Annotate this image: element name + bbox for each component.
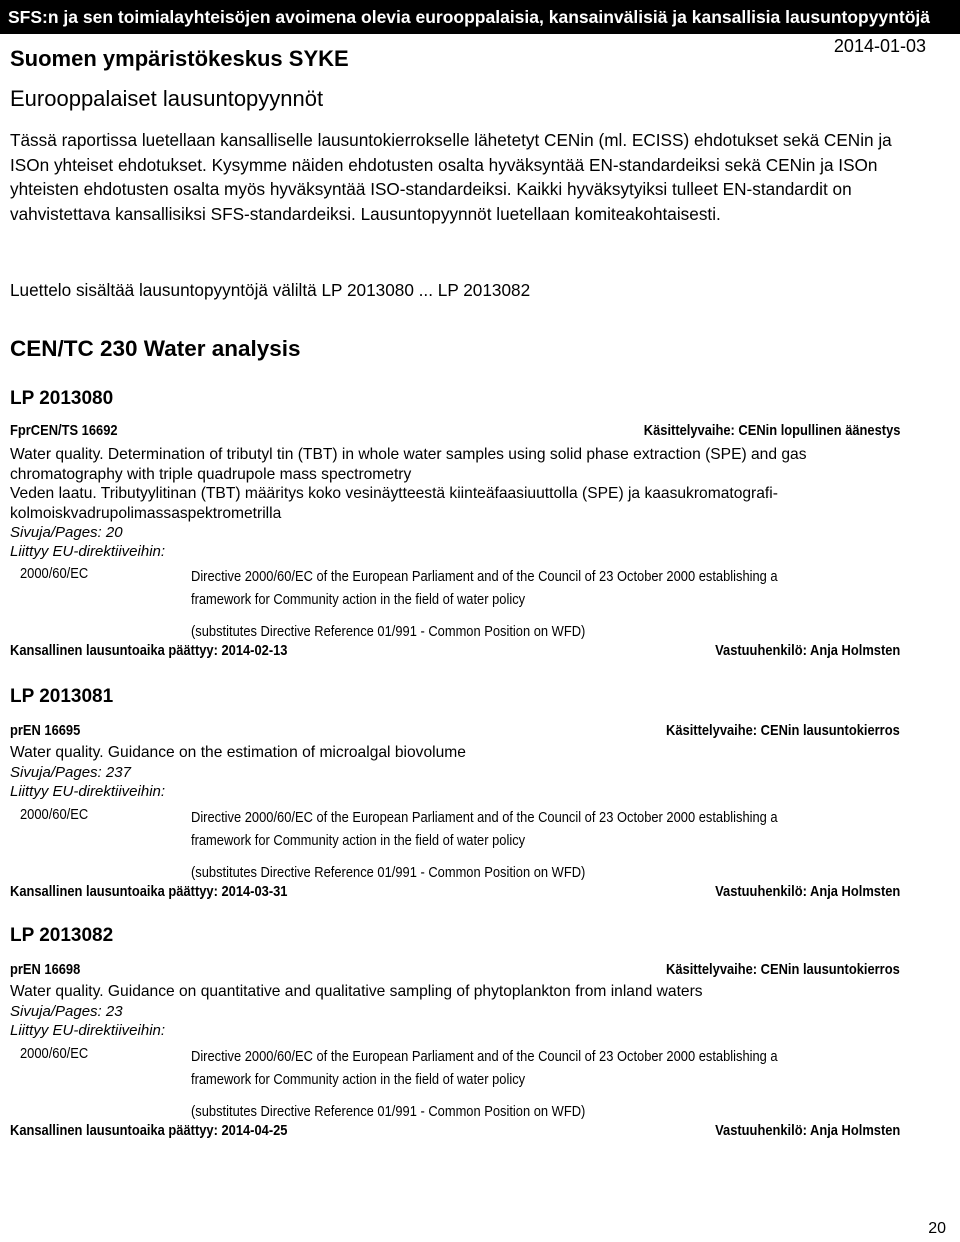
- standard-row: [10, 961, 900, 981]
- deadline-row: [10, 883, 900, 903]
- comment-deadline: Kansallinen lausuntoaika päättyy: 2014-02-13: [10, 642, 288, 660]
- eu-directive-label: Liittyy EU-direktiiveihin:: [10, 1021, 166, 1039]
- committee-heading: CEN/TC 230 Water analysis: [10, 336, 301, 361]
- directive-description-line1: Directive 2000/60/EC of the European Parliament and of the Council of 23 October 2000 establishing a: [191, 1047, 778, 1065]
- directive-description: [191, 1045, 778, 1091]
- intro-paragraph: Tässä raportissa luetellaan kansalliselle lausuntokierrokselle lähetetyt CENin (ml. ECISS) ehdotukset sekä CENin ja ISOn yhteiset ehdotukset. Kysymme näiden ehdotusten osalta hyväksyntää EN-standardeiksi sekä CENin ja ISOn yhteisten ehdotusten osalta myös hyväksyntää ISO-standardeiksi. Kaikki hyväksytyiksi tulleet EN-standardit on vahvistettava kansallisiksi SFS-standardeiksi. Lausuntopyynnöt luetellaan komiteakohtaisesti.: [10, 130, 892, 224]
- report-date: 2014-01-03: [833, 36, 926, 56]
- directive-code: 2000/60/EC: [20, 1044, 89, 1062]
- deadline-row: [10, 642, 900, 662]
- directive-description: [191, 806, 778, 852]
- title-finnish: Veden laatu. Tributyylitinan (TBT) määritys koko vesinäytteestä kiinteäfaasiuuttolla (SPE) ja kaasukromatografi-kolmoiskvadrupolimassaspektrometrilla: [10, 485, 778, 522]
- lausuntopyynto-block: [10, 686, 900, 903]
- page-number: 20: [928, 1220, 946, 1237]
- standard-code: prEN 16698: [10, 961, 81, 978]
- processing-stage: Käsittelyvaihe: CENin lausuntokierros: [666, 961, 900, 978]
- standard-code: prEN 16695: [10, 722, 81, 739]
- report-banner: SFS:n ja sen toimialayhteisöjen avoimena olevia eurooppalaisia, kansainvälisiä ja kansallisia lausuntopyyntöjä: [0, 0, 960, 34]
- page-count: Sivuja/Pages: 20: [10, 524, 123, 542]
- directive-description: [191, 565, 778, 611]
- standard-row: [10, 722, 900, 742]
- directive-substitution: (substitutes Directive Reference 01/991 - Common Position on WFD): [191, 863, 586, 881]
- directive-row: [10, 805, 900, 881]
- lausuntopyynto-block: [10, 925, 900, 1142]
- organization-name: Suomen ympäristökeskus SYKE: [10, 46, 349, 71]
- lausuntopyynto-block: [10, 388, 900, 662]
- responsible-person: Vastuuhenkilö: Anja Holmsten: [714, 642, 900, 660]
- comment-deadline: Kansallinen lausuntoaika päättyy: 2014-04-25: [10, 1121, 288, 1139]
- eu-directive-label: Liittyy EU-direktiiveihin:: [10, 543, 166, 561]
- directive-code: 2000/60/EC: [20, 805, 89, 823]
- directive-description-line2: framework for Community action in the field of water policy: [191, 591, 526, 609]
- lp-number: LP 2013081: [10, 686, 114, 707]
- directive-description-line1: Directive 2000/60/EC of the European Parliament and of the Council of 23 October 2000 establishing a: [191, 568, 778, 586]
- comment-deadline: Kansallinen lausuntoaika päättyy: 2014-03-31: [10, 882, 288, 900]
- title-english: Water quality. Guidance on the estimation of microalgal biovolume: [10, 744, 466, 761]
- directive-row: [10, 565, 900, 641]
- directive-description-line2: framework for Community action in the field of water policy: [191, 831, 526, 849]
- eu-directive-label: Liittyy EU-direktiiveihin:: [10, 782, 166, 800]
- responsible-person: Vastuuhenkilö: Anja Holmsten: [714, 1121, 900, 1139]
- deadline-row: [10, 1122, 900, 1142]
- processing-stage: Käsittelyvaihe: CENin lopullinen äänestys: [643, 422, 900, 439]
- lp-number: LP 2013080: [10, 388, 114, 409]
- responsible-person: Vastuuhenkilö: Anja Holmsten: [714, 882, 900, 900]
- directive-description-line1: Directive 2000/60/EC of the European Parliament and of the Council of 23 October 2000 establishing a: [191, 808, 778, 826]
- directive-substitution: (substitutes Directive Reference 01/991 - Common Position on WFD): [191, 623, 586, 641]
- directive-row: [10, 1044, 900, 1120]
- directive-description-line2: framework for Community action in the field of water policy: [191, 1070, 526, 1088]
- directive-substitution: (substitutes Directive Reference 01/991 - Common Position on WFD): [191, 1102, 586, 1120]
- directive-code: 2000/60/EC: [20, 565, 89, 583]
- title-english: Water quality. Determination of tributyl tin (TBT) in whole water samples using solid phase extraction (SPE) and gas chromatography with triple quadrupole mass spectrometry: [10, 446, 807, 483]
- processing-stage: Käsittelyvaihe: CENin lausuntokierros: [666, 722, 900, 739]
- title-english: Water quality. Guidance on quantitative and qualitative sampling of phytoplankton from inland waters: [10, 983, 703, 1000]
- standard-row: [10, 422, 900, 442]
- page-count: Sivuja/Pages: 23: [10, 1002, 123, 1020]
- request-range: Luettelo sisältää lausuntopyyntöjä väliltä LP 2013080 ... LP 2013082: [10, 280, 531, 300]
- standard-code: FprCEN/TS 16692: [10, 422, 118, 439]
- page-count: Sivuja/Pages: 237: [10, 763, 131, 781]
- report-subtitle: Eurooppalaiset lausuntopyynnöt: [10, 86, 324, 111]
- lp-number: LP 2013082: [10, 925, 114, 946]
